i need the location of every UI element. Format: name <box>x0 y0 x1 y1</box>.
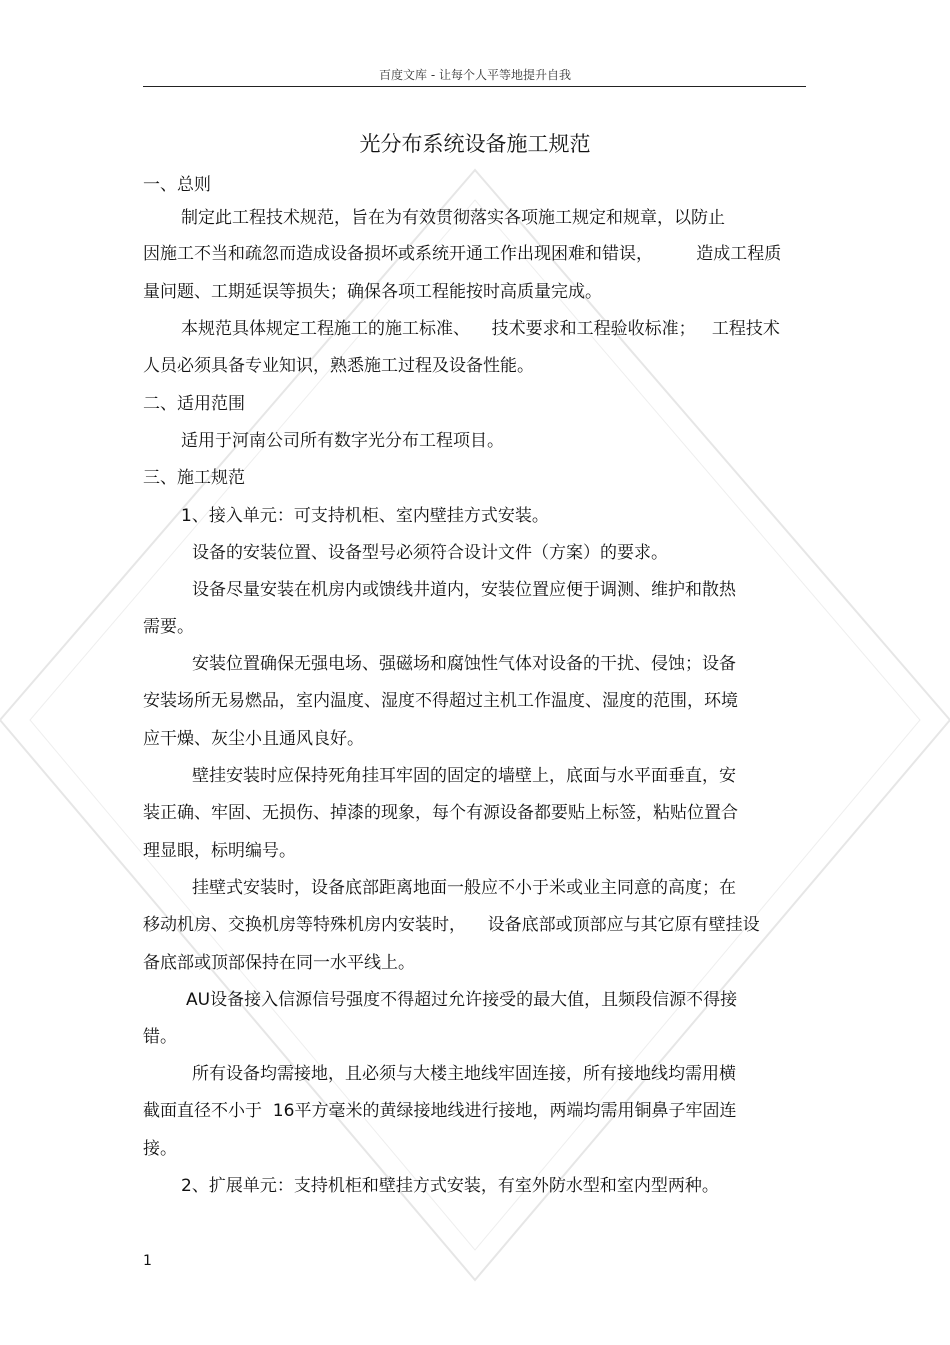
paragraph-line: 应干燥、灰尘小且通风良好。 <box>143 729 364 749</box>
paragraph-line: 人员必须具备专业知识，熟悉施工过程及设备性能。 <box>143 356 534 376</box>
paragraph-line: 移动机房、交换机房等特殊机房内安装时， 设备底部或顶部应与其它原有壁挂设 <box>143 915 760 935</box>
header-divider <box>143 86 806 87</box>
section-heading-construction: 三、施工规范 <box>143 468 245 488</box>
paragraph-line: 本规范具体规定工程施工的施工标准、 技术要求和工程验收标准； 工程技术 <box>181 319 780 339</box>
paragraph-line: 制定此工程技术规范，旨在为有效贯彻落实各项施工规定和规章，以防止 <box>181 208 725 228</box>
section-heading-general: 一、总则 <box>143 175 211 195</box>
paragraph-line: 需要。 <box>143 617 194 637</box>
section-heading-scope: 二、适用范围 <box>143 394 245 414</box>
paragraph-line: 安装场所无易燃品，室内温度、湿度不得超过主机工作温度、湿度的范围，环境 <box>143 691 738 711</box>
paragraph-line: 因施工不当和疏忽而造成设备损坏或系统开通工作出现困难和错误， 造成工程质 <box>143 244 782 264</box>
paragraph-line: 接。 <box>143 1139 177 1159</box>
paragraph-line: 设备尽量安装在机房内或馈线井道内，安装位置应便于调测、维护和散热 <box>192 580 736 600</box>
paragraph-line: 设备的安装位置、设备型号必须符合设计文件（方案）的要求。 <box>192 543 668 563</box>
paragraph-line: 壁挂安装时应保持死角挂耳牢固的固定的墙壁上，底面与水平面垂直，安 <box>192 766 736 786</box>
paragraph-line: 挂壁式安装时，设备底部距离地面一般应不小于米或业主同意的高度；在 <box>192 878 736 898</box>
paragraph-line: 理显眼，标明编号。 <box>143 841 296 861</box>
document-title: 光分布系统设备施工规范 <box>359 132 591 156</box>
paragraph-line: 错。 <box>143 1027 177 1047</box>
page-header: 百度文库 - 让每个人平等地提升自我 <box>379 68 571 82</box>
paragraph-line: 装正确、牢固、无损伤、掉漆的现象，每个有源设备都要贴上标签，粘贴位置合 <box>143 803 738 823</box>
paragraph-line: 备底部或顶部保持在同一水平线上。 <box>143 953 415 973</box>
paragraph-line: 所有设备均需接地，且必须与大楼主地线牢固连接，所有接地线均需用横 <box>192 1064 736 1084</box>
subsection-heading-expansion-unit: 2、扩展单元：支持机柜和壁挂方式安装，有室外防水型和室内型两种。 <box>181 1176 719 1196</box>
subsection-heading-access-unit: 1、接入单元：可支持机柜、室内壁挂方式安装。 <box>181 506 549 526</box>
paragraph-line: 安装位置确保无强电场、强磁场和腐蚀性气体对设备的干扰、侵蚀；设备 <box>192 654 736 674</box>
paragraph-line: AU设备接入信源信号强度不得超过允许接受的最大值，且频段信源不得接 <box>186 990 738 1010</box>
paragraph-line: 量问题、工期延误等损失；确保各项工程能按时高质量完成。 <box>143 282 602 302</box>
paragraph-line: 截面直径不小于 16平方毫米的黄绿接地线进行接地，两端均需用铜鼻子牢固连 <box>143 1101 737 1121</box>
paragraph-line: 适用于河南公司所有数字光分布工程项目。 <box>181 431 504 451</box>
page-number: 1 <box>143 1253 152 1269</box>
